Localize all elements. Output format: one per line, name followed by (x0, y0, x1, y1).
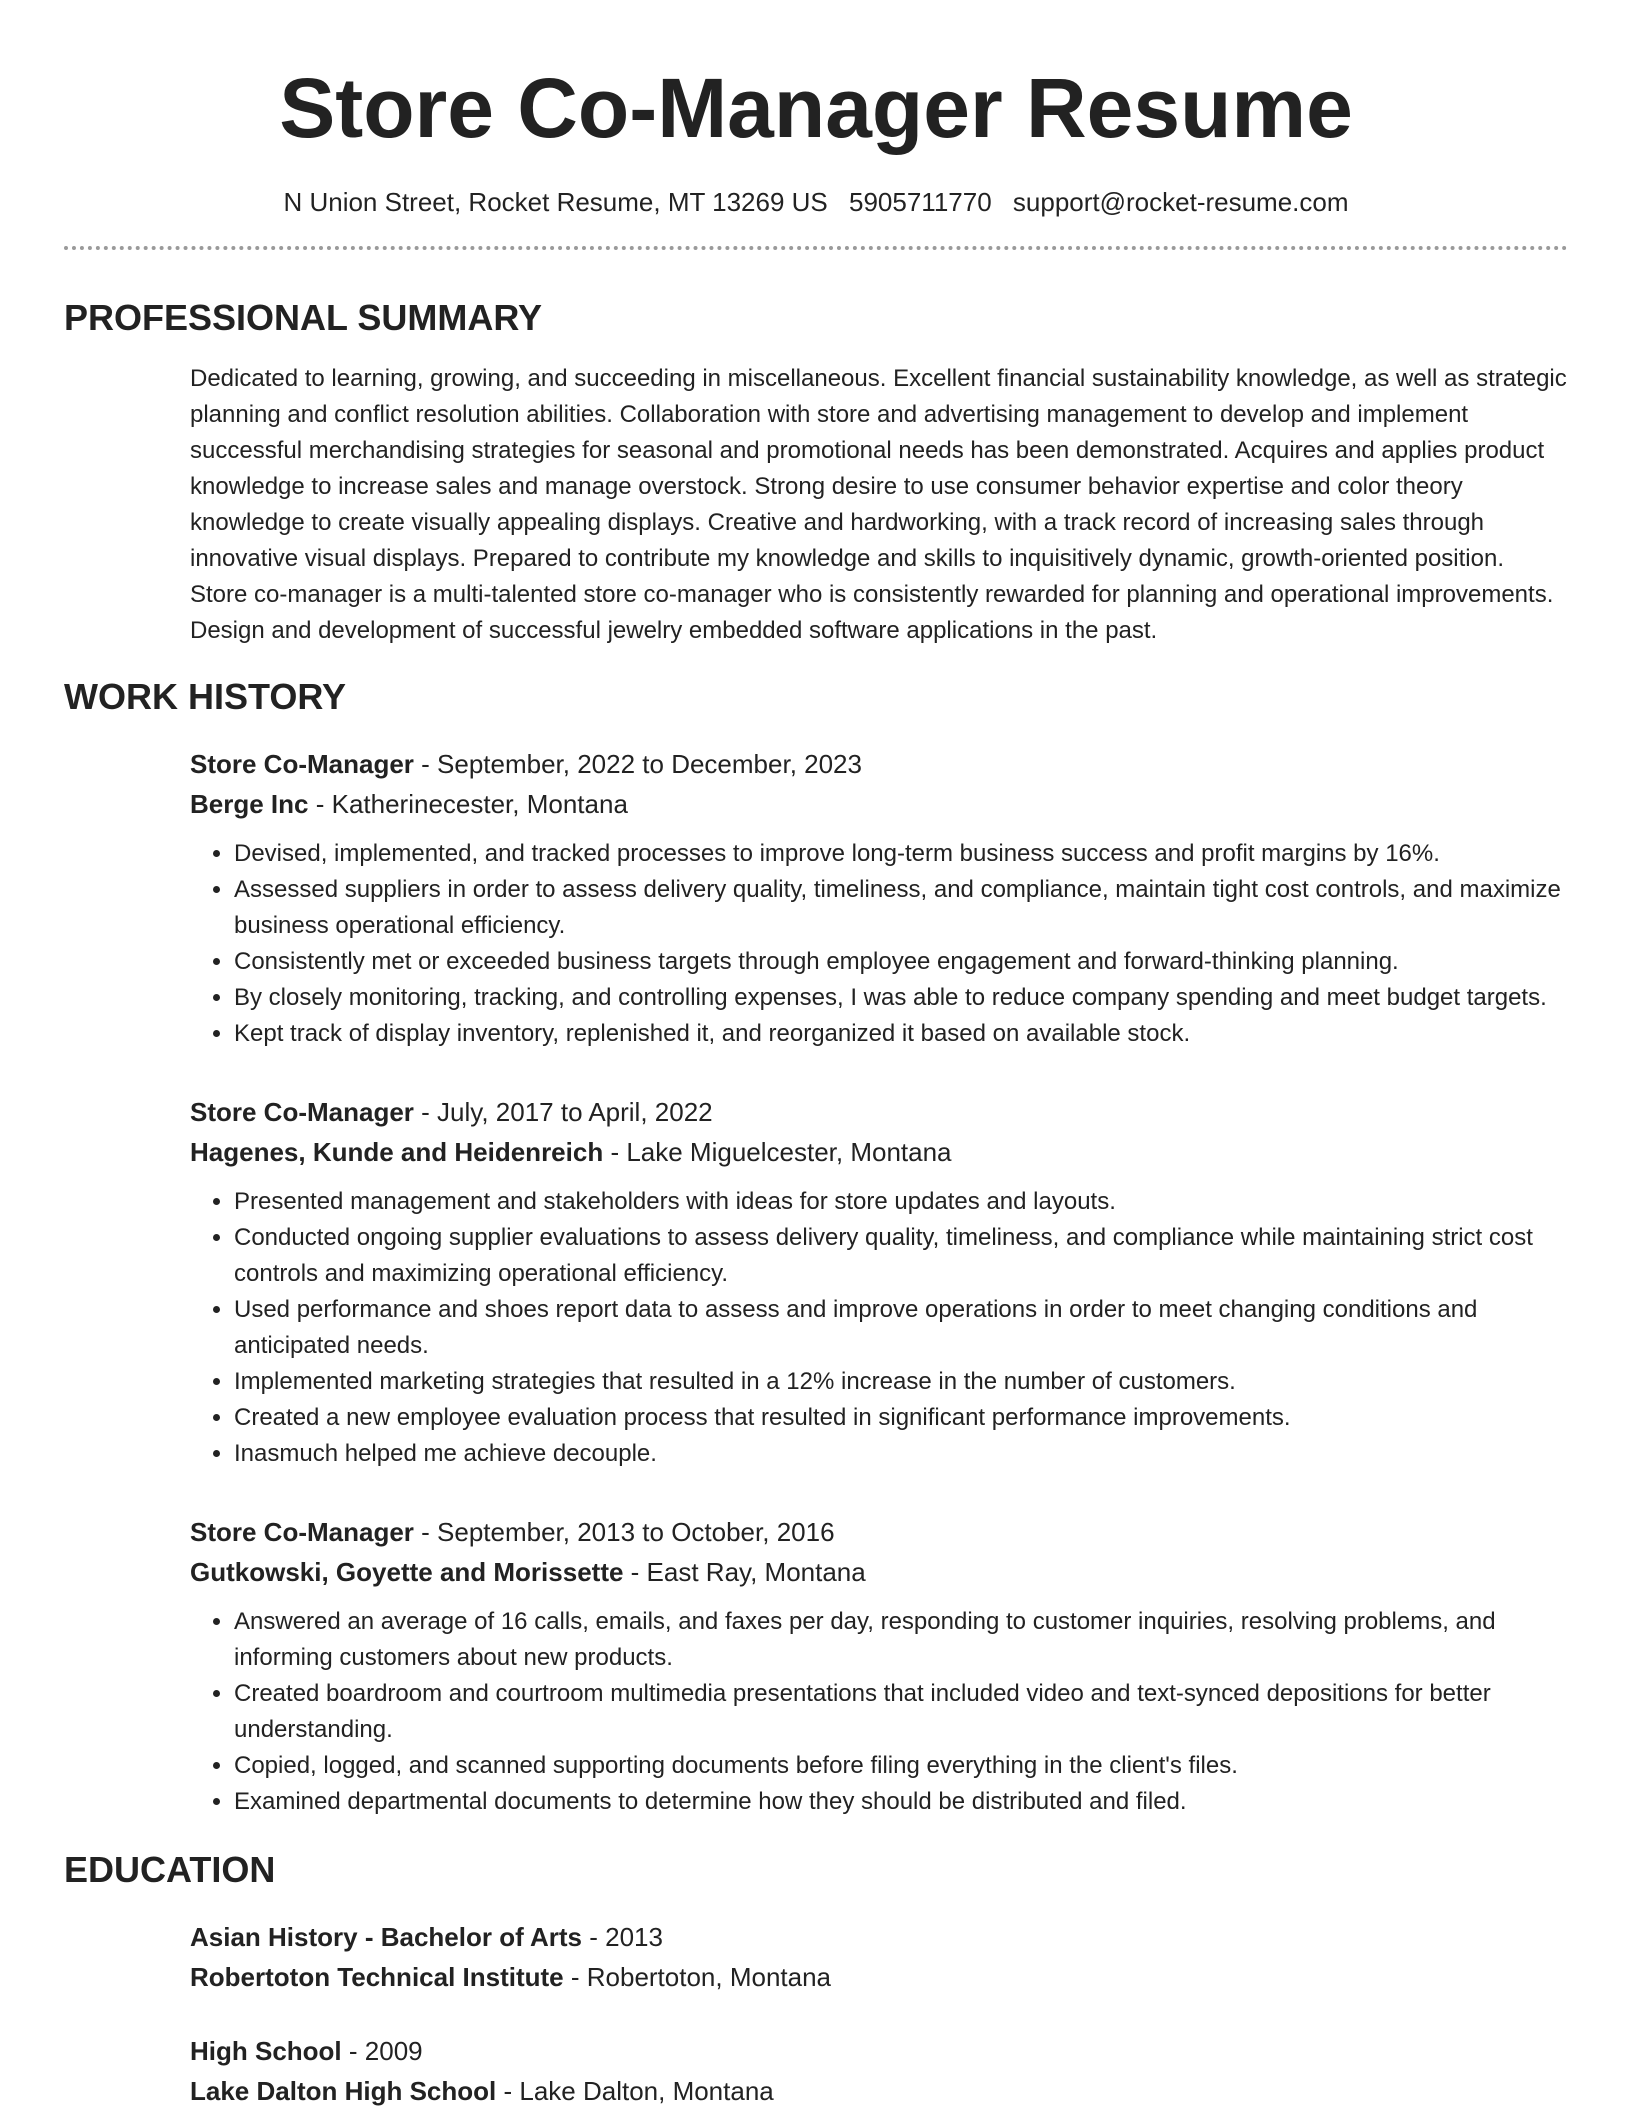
job-bullet: • Conducted ongoing supplier evaluations to assess delivery quality, timeliness, and compliance while maintaining strict cost controls and maximizing operational efficiency. (234, 1220, 1568, 1292)
education-section (190, 1917, 1568, 2111)
job-bullets (190, 836, 1568, 1052)
summary-heading: PROFESSIONAL SUMMARY (64, 296, 543, 338)
job-bullet: • Inasmuch helped me achieve decouple. (234, 1436, 1568, 1472)
job-dates: - September, 2022 to December, 2023 (413, 749, 862, 780)
job-entry (190, 1512, 1568, 1820)
education-school-line (190, 2071, 1568, 2111)
job-title-line (190, 1512, 1568, 1552)
contact-line (64, 187, 1568, 218)
education-degree: High School (190, 2036, 342, 2067)
job-bullet: • Used performance and shoes report data to assess and improve operations in order to meet changing conditions and anticipated needs. (234, 1292, 1568, 1364)
education-year: - 2013 (582, 1922, 663, 1953)
education-location: - Lake Dalton, Montana (496, 2076, 774, 2107)
job-bullet: • Examined departmental documents to determine how they should be distributed and filed. (234, 1784, 1568, 1820)
job-bullet: • Consistently met or exceeded business targets through employee engagement and forward-thinking planning. (234, 944, 1568, 980)
summary-text: Dedicated to learning, growing, and succeeding in miscellaneous. Excellent financial sustainability knowledge, as well as strategic planning and conflict resolution abilities. Collaboration with store and advertising management to develop and implement successful merchandising strategies for seasonal and promotional needs has been demonstrated. Acquires and applies product knowledge to increase sales and manage overstock. Strong desire to use consumer behavior expertise and color theory knowledge to create visually appealing displays. Creative and hardworking, with a track record of increasing sales through innovative visual displays. Prepared to contribute my knowledge and skills to inquisitively dynamic, growth-oriented position. Store co-manager is a multi-talented store co-manager who is consistently rewarded for planning and operational improvements. Design and development of successful jewelry embedded software applications in the past. (190, 364, 1567, 644)
job-title: Store Co-Manager (190, 1517, 414, 1548)
work-section (190, 744, 1568, 1820)
contact-phone: 5905711770 (849, 186, 992, 217)
job-bullet: • Kept track of display inventory, replenished it, and reorganized it based on available stock. (234, 1016, 1568, 1052)
job-bullet: • Presented management and stakeholders with ideas for store updates and layouts. (234, 1184, 1568, 1220)
resume-page (64, 0, 1568, 2111)
job-company-line (190, 784, 1568, 824)
job-bullet: • Created a new employee evaluation process that resulted in significant performance improvements. (234, 1400, 1568, 1436)
job-location: - Katherinecester, Montana (308, 789, 628, 820)
job-company: Berge Inc (190, 789, 309, 820)
job-bullet: • Assessed suppliers in order to assess delivery quality, timeliness, and compliance, maintain tight cost controls, and maximize business operational efficiency. (234, 872, 1568, 944)
education-entry (190, 2031, 1568, 2111)
education-heading: EDUCATION (64, 1849, 276, 1891)
header-divider (64, 246, 1568, 250)
job-company-line (190, 1552, 1568, 1592)
education-year: - 2009 (341, 2036, 423, 2067)
job-location: - Lake Miguelcester, Montana (603, 1137, 952, 1168)
education-degree: Asian History - Bachelor of Arts (190, 1922, 583, 1953)
resume-title: Store Co-Manager Resume (279, 61, 1353, 155)
job-bullet: • By closely monitoring, tracking, and controlling expenses, I was able to reduce company spending and meet budget targets. (234, 980, 1568, 1016)
job-bullet: • Implemented marketing strategies that resulted in a 12% increase in the number of customers. (234, 1364, 1568, 1400)
job-company: Hagenes, Kunde and Heidenreich (190, 1137, 604, 1168)
education-degree-line (190, 2031, 1568, 2071)
job-bullets (190, 1184, 1568, 1472)
education-location: - Robertoton, Montana (563, 1962, 832, 1993)
summary-section (190, 361, 1568, 649)
job-bullet: • Answered an average of 16 calls, emails, and faxes per day, responding to customer inquiries, resolving problems, and informing customers about new products. (234, 1604, 1568, 1676)
contact-address: N Union Street, Rocket Resume, MT 13269 US (283, 186, 828, 217)
job-title-line (190, 744, 1568, 784)
job-dates: - September, 2013 to October, 2016 (413, 1517, 835, 1548)
education-entry (190, 1917, 1568, 1997)
education-degree-line (190, 1917, 1568, 1957)
education-school-line (190, 1957, 1568, 1997)
job-title: Store Co-Manager (190, 749, 414, 780)
education-school: Lake Dalton High School (190, 2076, 497, 2107)
job-bullets (190, 1604, 1568, 1820)
job-bullet: • Devised, implemented, and tracked processes to improve long-term business success and profit margins by 16%. (234, 836, 1568, 872)
job-entry (190, 1092, 1568, 1472)
job-location: - East Ray, Montana (623, 1557, 866, 1588)
job-company: Gutkowski, Goyette and Morissette (190, 1557, 624, 1588)
job-entry (190, 744, 1568, 1052)
work-heading: WORK HISTORY (64, 675, 347, 717)
contact-email: support@rocket-resume.com (1012, 186, 1349, 217)
job-company-line (190, 1132, 1568, 1172)
job-title-line (190, 1092, 1568, 1132)
job-bullet: • Copied, logged, and scanned supporting documents before filing everything in the client's files. (234, 1748, 1568, 1784)
job-dates: - July, 2017 to April, 2022 (413, 1097, 713, 1128)
education-school: Robertoton Technical Institute (190, 1962, 564, 1993)
job-bullet: • Created boardroom and courtroom multimedia presentations that included video and text-synced depositions for better understanding. (234, 1676, 1568, 1748)
job-title: Store Co-Manager (190, 1097, 414, 1128)
